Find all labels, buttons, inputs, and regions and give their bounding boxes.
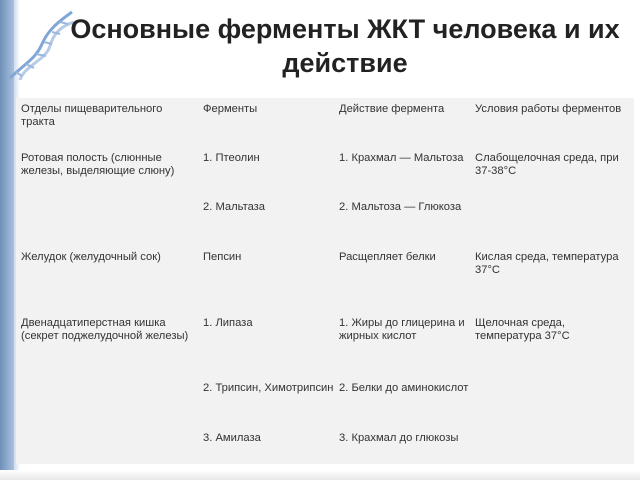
table-cell: 3. Крахмал до глюкозы (339, 432, 459, 444)
table-header-cell: Отделы пищеварительного тракта (21, 103, 163, 128)
table-cell: Двенадцатиперстная кишка (секрет поджелудочной железы) (21, 317, 189, 342)
table-cell: Щелочная среда, температура 37°С (475, 317, 570, 342)
table-cell: 2. Трипсин, Химотрипсин (203, 382, 334, 394)
enzymes-table (16, 98, 634, 464)
table-cell: 1. Жиры до глицерина и жирных кислот (339, 317, 465, 342)
table-cell: Расщепляет белки (339, 251, 436, 263)
table-cell: 2. Мальтаза (203, 201, 266, 213)
table-cell: Кислая среда, температура 37°С (475, 251, 619, 276)
table-cell: 2. Белки до аминокислот (339, 382, 469, 394)
table-cell: 2. Мальтоза — Глюкоза (339, 201, 462, 213)
table-cell: 1. Птеолин (203, 152, 260, 164)
table-cell: 1. Крахмал — Мальтоза (339, 152, 464, 164)
table-header-cell: Условия работы ферментов (475, 103, 622, 115)
table-cell: 3. Амилаза (203, 432, 261, 444)
table-header-cell: Действие фермента (339, 103, 445, 115)
table-cell: Пепсин (203, 251, 242, 263)
table-cell: Слабощелочная среда, при 37-38°С (475, 152, 619, 177)
slide-bottom-shadow (0, 470, 640, 480)
slide-title: Основные ферменты ЖКТ человека и их действие (70, 14, 620, 78)
table-cell: 1. Липаза (203, 317, 253, 329)
table-cell: Желудок (желудочный сок) (21, 251, 161, 263)
table-header-cell: Ферменты (203, 103, 258, 115)
table-cell: Ротовая полость (слюнные железы, выделяющие слюну) (21, 152, 175, 177)
